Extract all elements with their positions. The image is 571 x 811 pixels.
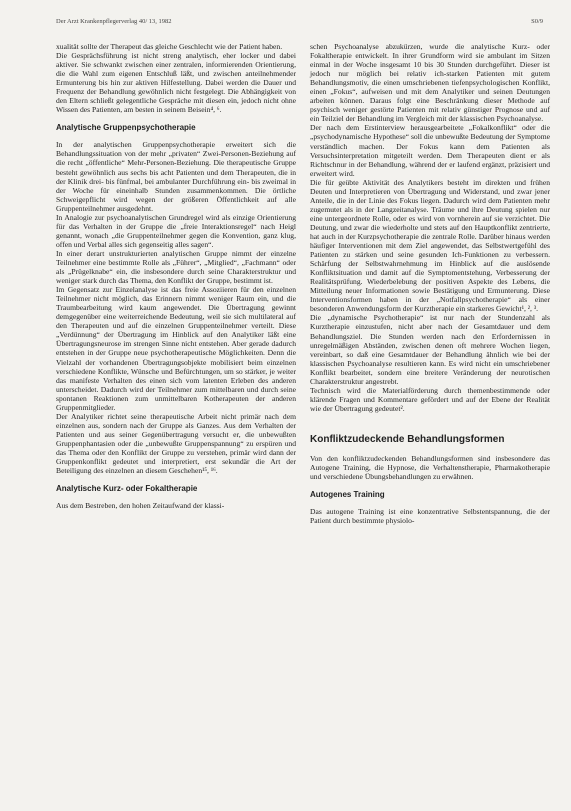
section-heading: Konfliktzudeckende Behandlungsformen bbox=[310, 433, 505, 445]
running-head bbox=[56, 18, 543, 25]
left-column bbox=[56, 42, 296, 510]
paragraph: xualität sollte der Therapeut das gleiche Geschlecht wie der Patient haben. bbox=[56, 42, 283, 51]
paragraph: Im Gegensatz zur Einzelanalyse ist das freie Assoziieren für den einzelnen Teilnehmer nicht möglich, das Erinnern nimmt weniger Raum ein, und die Traumbearbeitung wird kaum angewendet. Die Übertragung gewinnt demgegenüber eine weiterreichende Bedeutung, weil sie sich multilateral auf den Therapeuten und auf die einzelnen Gruppenteilnehmer verteilt. Diese „Verdünnung“ der Übertragung im Hinblick auf den Analytiker läßt eine Übertragungsneurose im strengen Sinne nicht entstehen. Aber gerade dadurch entstehen in der Gruppe neue psychotherapeutische Möglichkeiten. Denn die Vielzahl der vorhandenen Übertragungsobjekte mobilisiert beim einzelnen verschiedene Konflikte, Wünsche und Befürchtungen, um so stärker, je weiter das manifeste Verhalten des einen sich vom latenten Erleben des anderen unterscheidet. Dadurch wird der Teilnehmer zum mittelbaren und durch seine spontanen Reaktionen zum unmittelbaren Kotherapeuten der anderen Gruppenmitglieder. bbox=[56, 285, 296, 412]
paragraph: Die für geübte Aktivität des Analytikers besteht im direkten und frühen Deuten und Interpretieren von Übertragung und Widerstand, und zwar jener Anteile, die in der Linie des Fokus liegen. Dadurch wird dem Patienten mehr zugemutet als in der Langzeitanalyse. Träume und ihre Deutung spielen nur eine untergeordnete Rolle, oder es wird von vornherein auf sie verzichtet. Die Deutung, und zwar die wiederholte und stets auf den Hauptkonflikt zentrierte, hat auch in der Kurzpsychotherapie die zentrale Rolle. Darüber hinaus werden häufiger Interventionen mit dem Ziel angewendet, das Selbstwertgefühl des Patienten zu stärken und seine gesunden Ich-Funktionen zu verbessern. Schärfung der Selbstwahrnehmung im Hinblick auf die auslösende Konfliktsituation und damit auf die Symptomentstehung, Verbesserung der Realitätsprüfung. Wiederbelebung der positiven Aspekte des Lebens, die Mitteilung neuer Informationen sowie Bestätigung und Ermunterung. Diese Interventionsformen haben in der „Notfallpsychotherapie“ als einer besonderen Anwendungsform der Kurztherapie ein starkeres Gewicht¹, ², ³. bbox=[310, 177, 550, 314]
paragraph: Der nach dem Erstinterview herausgearbeitete „Fokalkonflikt“ oder die „psychodynamische Hypothese“ soll die unbewußte Bedeutung der Symptome verständlich machen. Der Fokus kann dem Patienten als Versuchsinterpretation mitgeteilt werden. Dem Therapeuten dient er als Richtschnur in der Behandlung, während der er laufend ergänzt, präzisiert und erweitert wird. bbox=[310, 123, 550, 178]
paragraph: Der Analytiker richtet seine therapeutische Arbeit nicht primär nach dem einzelnen aus, sondern nach der Gruppe als Ganzes. Aus dem Verhalten der Patienten und aus seiner Gegenübertragung versucht er, die unbewußten Gruppenphantasien oder die „unbewußte Gruppenspannung“ zu erspüren und das Thema oder den Konflikt der Gruppe zu verstehen, primär wird dann der Gruppenkonflikt gedeutet und interpretiert, erst sekundär die Art der Beteiligung des einzelnen an diesem Geschehen¹⁵, ¹⁶. bbox=[56, 411, 296, 476]
paragraph: In einer derart unstrukturierten analytischen Gruppe nimmt der einzelne Teilnehmer eine bestimmte Rolle als „Führer“, „Mitglied“, „Fachmann“ oder als „Prügelknabe“ ein, die insbesondere durch seine Charakterstruktur und weniger stark durch das Thema, den Konflikt der Gruppe, bestimmt ist. bbox=[56, 248, 296, 286]
paragraph: Von den konfliktzudeckenden Behandlungsformen sind insbesondere das Autogene Training, die Hypnose, die Verhaltenstherapie, Pharmakotherapie und verschiedene Übungsbehandlungen zu erwähnen. bbox=[310, 453, 550, 482]
paragraph: In Analogie zur psychoanalytischen Grundregel wird als einzige Orientierung für das Verhalten in der Gruppe die „freie Interaktionsregel“ nach Heigl genannt, wonach „die Gruppenteilnehmer gegen die Konvention, ganz klug, offen und Verbal alles sich gegenseitig alles sagen“. bbox=[56, 212, 296, 249]
paragraph: In der analytischen Gruppenpsychotherapie erweitert sich die Behandlungssituation von der mehr „privaten“ Zwei-Personen-Beziehung auf die recht „öffentliche“ Mehr-Personen-Beziehung. Die therapeutische Gruppe besteht gewöhnlich aus sechs bis acht Patienten und dem Therapeuten, die in der Klinik drei- bis fünfmal, bei ambulanter Durchführung ein- bis zweimal in der Woche für eineinhalb Stunden zusammenkommen. Die örtliche Schweigepflicht wird wegen der größeren Öffentlichkeit auf alle Gruppenteilnehmer ausgedehnt. bbox=[56, 140, 296, 213]
subsection-heading: Analytische Gruppenpsychotherapie bbox=[56, 123, 196, 133]
paragraph: Das autogene Training ist eine konzentrative Selbstentspannung, die der Patient durch bestimmte physiolo- bbox=[310, 507, 550, 526]
paragraph: Technisch wird die Materialförderung durch themenbestimmende oder klärende Fragen und Kommentare gefördert und auf der Ebene der Realität wie der Übertragung gedeutet². bbox=[310, 385, 550, 413]
paragraph: Die Gesprächsführung ist nicht streng analytisch, eher locker und dabei aktiver. Sie schwankt zwischen einer zentralen, informierenden Orientierung, die die Wahl zum eigenen Entschluß läßt, und zwischen anteilnehmender Ermunterung bis hin zur aktiven Hilfestellung. Dabei werden die Dauer und Frequenz der Behandlung gewöhnlich nicht festgelegt. Die Abhängigkeit von den Eltern schließt gelegentliche Gespräche mit diesen ein, jedoch nicht ohne Wissen des Patienten, am besten in seinem Beisein⁴, ⁶. bbox=[56, 51, 296, 115]
paragraph: Die „dynamische Psychotherapie“ ist nur nach der Stundenzahl als Kurztherapie einzustufen, nicht aber nach der Gesamtdauer und dem Behandlungsziel. Die Stunden werden nach den Erfordernissen in unregelmäßigen Abständen, zwischen denen oft mehrere Wochen liegen, vereinbart, so daß eine Gesamtdauer der Behandlung ähnlich wie bei der klassischen Psychoanalyse resultieren kann. Es wird nicht ein umschriebener Konflikt bearbeitet, sondern eine breitere Veränderung der neurotischen Charakterstruktur angestrebt. bbox=[310, 313, 550, 386]
subsection-heading: Analytische Kurz- oder Fokaltherapie bbox=[56, 484, 198, 494]
paragraph: Aus dem Bestreben, den hohen Zeitaufwand der klassi- bbox=[56, 501, 225, 511]
paragraph: schen Psychoanalyse abzukürzen, wurde die analytische Kurz- oder Fokaltherapie entwickelt. In ihrer Grundform wird sie ambulant im Sitzen einmal in der Woche insgesamt 10 bis 30 Stunden durchgeführt. Dieser ist jedoch nur möglich bei relativ ich-starken Patienten mit gutem Behandlungsmotiv, die einen umschriebenen tiefenpsychologischen Konflikt, einen „Fokus“, aufweisen und mit dem Analytiker und seinen Deutungen arbeiten können. Daraus folgt eine Beschränkung dieser Methode auf psychisch weniger gestörte Patienten mit relativ günstiger Prognose und auf ein Teilziel der Behandlung im Vergleich mit der klassischen Psychoanalyse. bbox=[310, 42, 550, 124]
running-head-left: Der Arzt Krankenpflegerverlag 40/ 13, 1982 bbox=[56, 18, 172, 25]
subsection-heading: Autogenes Training bbox=[310, 490, 385, 500]
right-column bbox=[310, 42, 550, 525]
page-number: S0/9 bbox=[531, 18, 543, 25]
